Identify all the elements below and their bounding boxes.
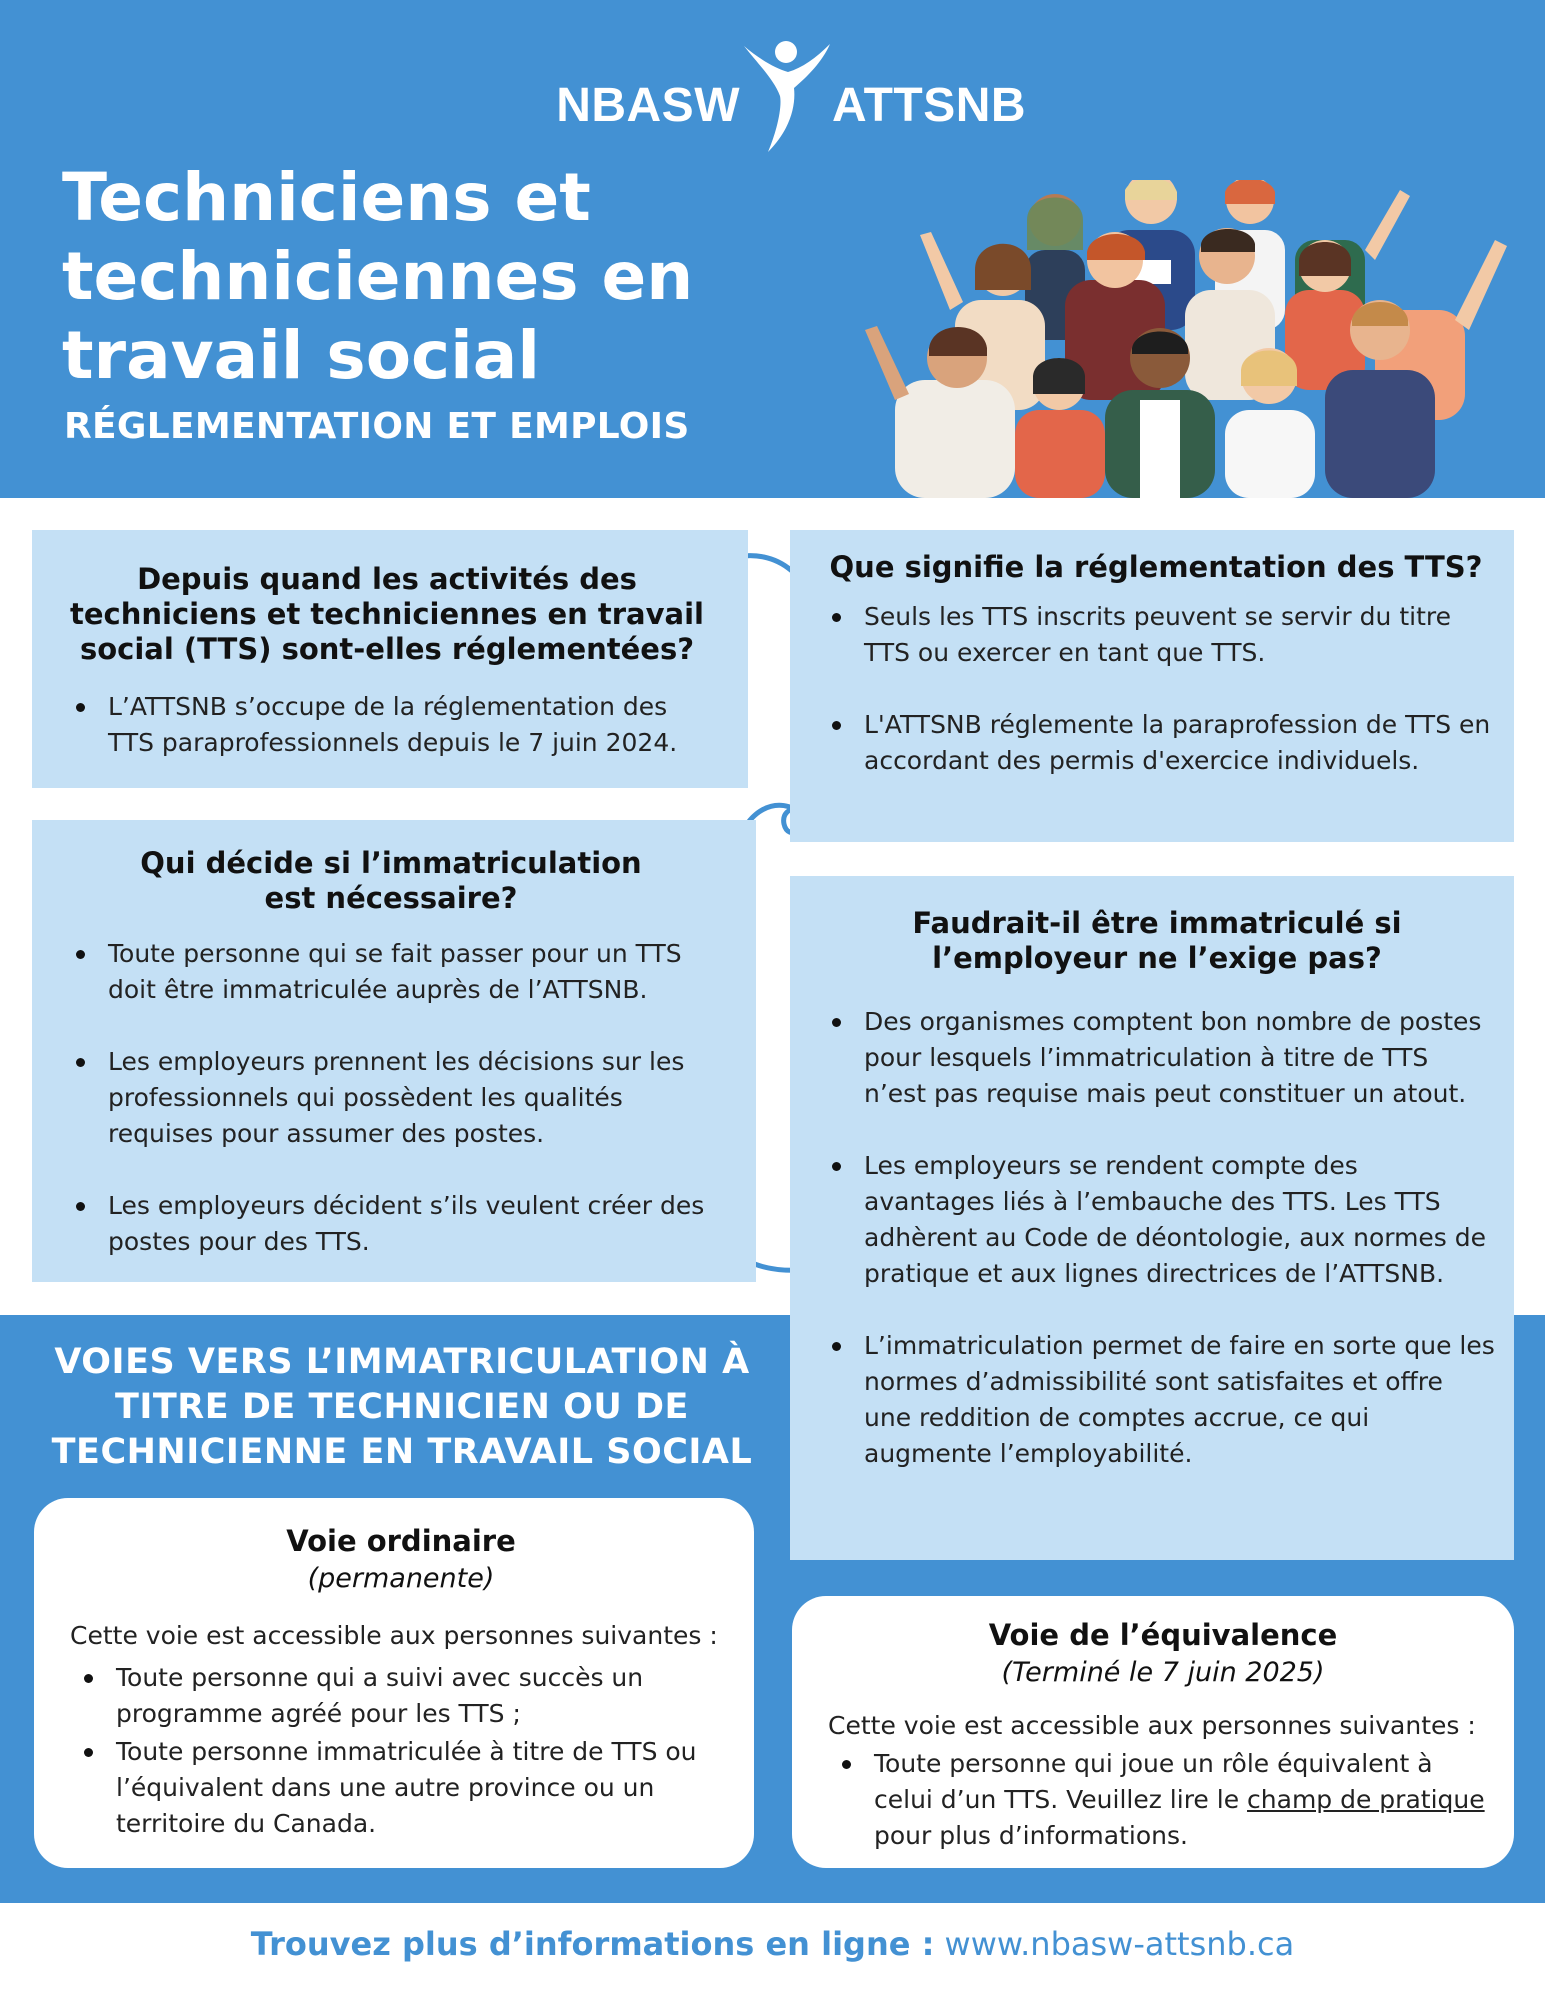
scope-of-practice-link[interactable]: champ de pratique xyxy=(1247,1785,1485,1814)
logo-figure-icon xyxy=(738,36,834,154)
list-item: Toute personne qui a suivi avec succès un programme agréé pour les TTS ; xyxy=(70,1660,732,1732)
card-intro: Cette voie est accessible aux personnes suivantes : xyxy=(828,1711,1476,1740)
page-title: Techniciens et techniciennes en travail social xyxy=(62,159,694,394)
list-item: Les employeurs décident s’ils veulent créer des postes pour des TTS. xyxy=(62,1188,720,1260)
list-item: Toute personne immatriculée à titre de TTS ou l’équivalent dans une autre province ou un territoire du Canada. xyxy=(70,1734,732,1842)
logo-text-french: ATTSNB xyxy=(832,79,1027,132)
info-box-who-decides xyxy=(32,820,756,1282)
list-item-text-end: pour plus d’informations. xyxy=(874,1821,1188,1850)
info-box-what-regulation-means xyxy=(790,530,1514,842)
header-banner xyxy=(0,0,1545,498)
card-title: Voie ordinaire xyxy=(286,1524,516,1558)
list-item: Seuls les TTS inscrits peuvent se servir du titre TTS ou exercer en tant que TTS. xyxy=(818,599,1494,671)
list-item: L’ATTSNB s’occupe de la réglementation des TTS paraprofessionnels depuis le 7 juin 2024. xyxy=(62,689,712,761)
bullet-list xyxy=(62,936,720,1260)
list-item: Toute personne qui se fait passer pour un TTS doit être immatriculée auprès de l’ATTSNB. xyxy=(62,936,720,1008)
list-item: Des organismes comptent bon nombre de postes pour lesquels l’immatriculation à titre de TTS n’est pas requise mais peut constituer un atout. xyxy=(818,1004,1496,1112)
page-subtitle: RÉGLEMENTATION ET EMPLOIS xyxy=(64,406,690,447)
bullet-list xyxy=(62,689,712,761)
box-heading: Faudrait-il être immatriculé si l’employeur ne l’exige pas? xyxy=(912,906,1402,975)
list-item: Les employeurs se rendent compte des avantages liés à l’embauche des TTS. Les TTS adhèrent au Code de déontologie, aux normes de pratique et aux lignes directrices de l’ATTSNB. xyxy=(818,1148,1496,1292)
footer xyxy=(0,1925,1545,1963)
pathways-title: VOIES VERS L’IMMATRICULATION À TITRE DE TECHNICIEN OU DE TECHNICIENNE EN TRAVAIL SOCIAL xyxy=(51,1342,753,1472)
box-heading: Qui décide si l’immatriculation est nécessaire? xyxy=(140,846,642,915)
list-item-text-start: Toute personne qui joue un rôle équivalent à celui d’un TTS. Veuillez lire le xyxy=(874,1749,1433,1814)
list-item xyxy=(828,1746,1498,1854)
list-item: Les employeurs prennent les décisions sur les professionnels qui possèdent les qualités requises pour assumer des postes. xyxy=(62,1044,720,1152)
card-title: Voie de l’équivalence xyxy=(988,1618,1338,1652)
list-item: L’immatriculation permet de faire en sorte que les normes d’admissibilité sont satisfaites et offre une reddition de comptes accrue, ce qui augmente l’employabilité. xyxy=(818,1328,1496,1472)
bullet-list xyxy=(818,1004,1496,1472)
group-of-people-illustration xyxy=(855,180,1545,498)
footer-label: Trouvez plus d’informations en ligne : xyxy=(250,1925,935,1963)
box-heading: Depuis quand les activités des techniciens et techniciennes en travail social (TTS) sont-elles réglementées? xyxy=(70,562,704,666)
bullet-list xyxy=(828,1746,1498,1854)
pathway-card-equivalency xyxy=(792,1596,1514,1868)
info-box-since-when xyxy=(32,530,748,788)
card-intro: Cette voie est accessible aux personnes suivantes : xyxy=(70,1621,718,1650)
card-subtitle: (permanente) xyxy=(307,1563,495,1594)
bullet-list xyxy=(70,1660,732,1842)
bullet-list xyxy=(818,599,1494,779)
logo-text-english: NBASW xyxy=(556,79,740,132)
logo xyxy=(0,36,1545,156)
list-item: L'ATTSNB réglemente la paraprofession de TTS en accordant des permis d'exercice individuels. xyxy=(818,707,1494,779)
info-box-registration-if-not-required xyxy=(790,876,1514,1560)
website-link[interactable]: www.nbasw-attsnb.ca xyxy=(944,1925,1295,1963)
card-subtitle: (Terminé le 7 juin 2025) xyxy=(1001,1657,1325,1688)
box-heading: Que signifie la réglementation des TTS? xyxy=(829,550,1483,584)
pathway-card-ordinary xyxy=(34,1498,754,1868)
